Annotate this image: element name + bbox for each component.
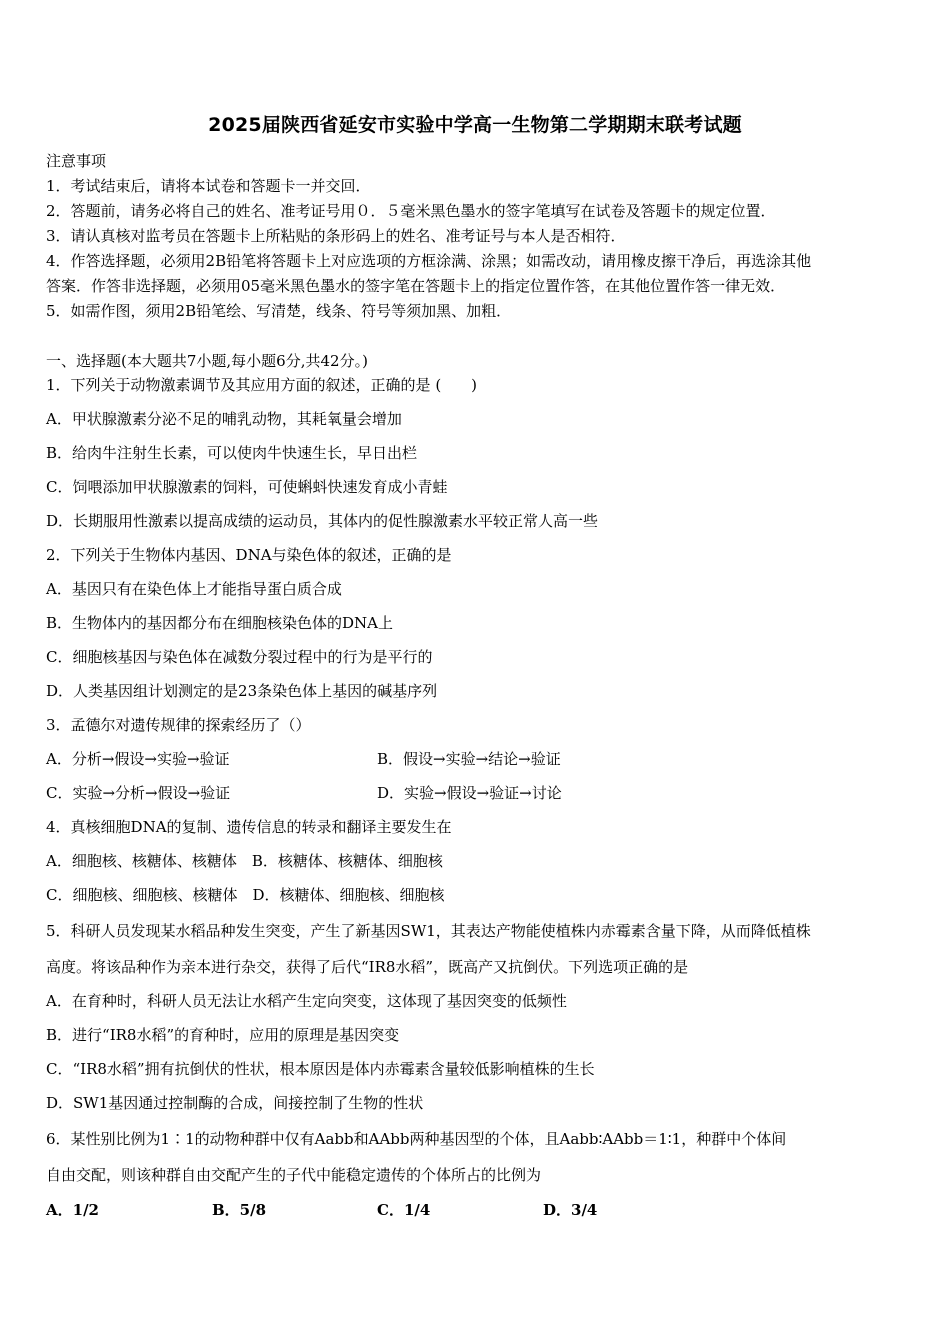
- question-4-stem: 4．真核细胞DNA的复制、遗传信息的转录和翻译主要发生在: [46, 818, 452, 836]
- question-2-option-c: C．细胞核基因与染色体在减数分裂过程中的行为是平行的: [46, 648, 433, 666]
- question-3-option-b: B．假设→实验→结论→验证: [377, 750, 561, 768]
- question-3-stem: 3．孟德尔对遗传规律的探索经历了（）: [46, 716, 311, 734]
- question-5-option-c: C．“IR8水稻”拥有抗倒伏的性状，根本原因是体内赤霉素含量较低影响植株的生长: [46, 1060, 595, 1078]
- question-2-stem: 2．下列关于生物体内基因、DNA与染色体的叙述，正确的是: [46, 546, 452, 564]
- question-5-option-d: D．SW1基因通过控制酶的合成，间接控制了生物的性状: [46, 1094, 424, 1112]
- question-2-option-b: B．生物体内的基因都分布在细胞核染色体的DNA上: [46, 614, 394, 632]
- question-5-option-b: B．进行“IR8水稻”的育种时，应用的原理是基因突变: [46, 1026, 400, 1044]
- notice-item: 2．答题前，请务必将自己的姓名、准考证号用０．５毫米黑色墨水的签字笔填写在试卷及答题卡的规定位置．: [46, 202, 776, 220]
- question-1-option-a: A．甲状腺激素分泌不足的哺乳动物，其耗氧量会增加: [46, 410, 402, 428]
- question-1-option-d: D．长期服用性激素以提高成绩的运动员，其体内的促性腺激素水平较正常人高一些: [46, 512, 599, 530]
- notice-item: 5．如需作图，须用2B铅笔绘、写清楚，线条、符号等须加黑、加粗．: [46, 302, 512, 320]
- question-2-option-a: A．基因只有在染色体上才能指导蛋白质合成: [46, 580, 342, 598]
- notice-item: 3．请认真核对监考员在答题卡上所粘贴的条形码上的姓名、准考证号与本人是否相符．: [46, 227, 626, 245]
- question-5-stem-line2: 高度。将该品种作为亲本进行杂交，获得了后代“IR8水稻”，既高产又抗倒伏。下列选项正确的是: [46, 958, 689, 976]
- notice-heading: 注意事项: [46, 152, 107, 170]
- section-heading: 一、选择题(本大题共7小题,每小题6分,共42分。): [46, 352, 368, 370]
- question-5-stem-line1: 5．科研人员发现某水稻品种发生突变，产生了新基因SW1，其表达产物能使植株内赤霉素含量下降，从而降低植株: [46, 922, 811, 940]
- notice-item: 4．作答选择题，必须用2B铅笔将答题卡上对应选项的方框涂满、涂黑；如需改动，请用橡皮擦干净后，再选涂其他: [46, 252, 812, 270]
- question-3-option-c: C．实验→分析→假设→验证: [46, 784, 231, 802]
- question-6-option-b: B．5/8: [212, 1201, 267, 1219]
- question-5-option-a: A．在育种时，科研人员无法让水稻产生定向突变，这体现了基因突变的低频性: [46, 992, 567, 1010]
- notice-item: 答案．作答非选择题，必须用05毫米黑色墨水的签字笔在答题卡上的指定位置作答，在其他位置作答一律无效．: [46, 277, 786, 295]
- question-6-stem-line1: 6．某性别比例为1∶1的动物种群中仅有Aabb和AAbb两种基因型的个体，且Aabb∶AAbb＝1∶1，种群中个体间: [46, 1130, 787, 1148]
- question-1-option-c: C．饲喂添加甲状腺激素的饲料，可使蝌蚪快速发育成小青蛙: [46, 478, 448, 496]
- question-6-option-a: A．1/2: [46, 1201, 99, 1219]
- question-4-options-ab: A．细胞核、核糖体、核糖体 B．核糖体、核糖体、细胞核: [46, 852, 443, 870]
- question-1-option-b: B．给肉牛注射生长素，可以使肉牛快速生长，早日出栏: [46, 444, 418, 462]
- question-6-stem-line2: 自由交配，则该种群自由交配产生的子代中能稳定遗传的个体所占的比例为: [46, 1166, 542, 1184]
- question-4-options-cd: C．细胞核、细胞核、核糖体 D．核糖体、细胞核、细胞核: [46, 886, 445, 904]
- exam-title: 2025届陕西省延安市实验中学高一生物第二学期期末联考试题: [208, 114, 742, 136]
- notice-item: 1．考试结束后，请将本试卷和答题卡一并交回．: [46, 177, 371, 195]
- question-3-option-a: A．分析→假设→实验→验证: [46, 750, 230, 768]
- question-6-option-d: D．3/4: [543, 1201, 598, 1219]
- question-2-option-d: D．人类基因组计划测定的是23条染色体上基因的碱基序列: [46, 682, 438, 700]
- question-1-stem: 1．下列关于动物激素调节及其应用方面的叙述，正确的是 ( ): [46, 376, 478, 394]
- question-3-option-d: D．实验→假设→验证→讨论: [377, 784, 562, 802]
- question-6-option-c: C．1/4: [377, 1201, 431, 1219]
